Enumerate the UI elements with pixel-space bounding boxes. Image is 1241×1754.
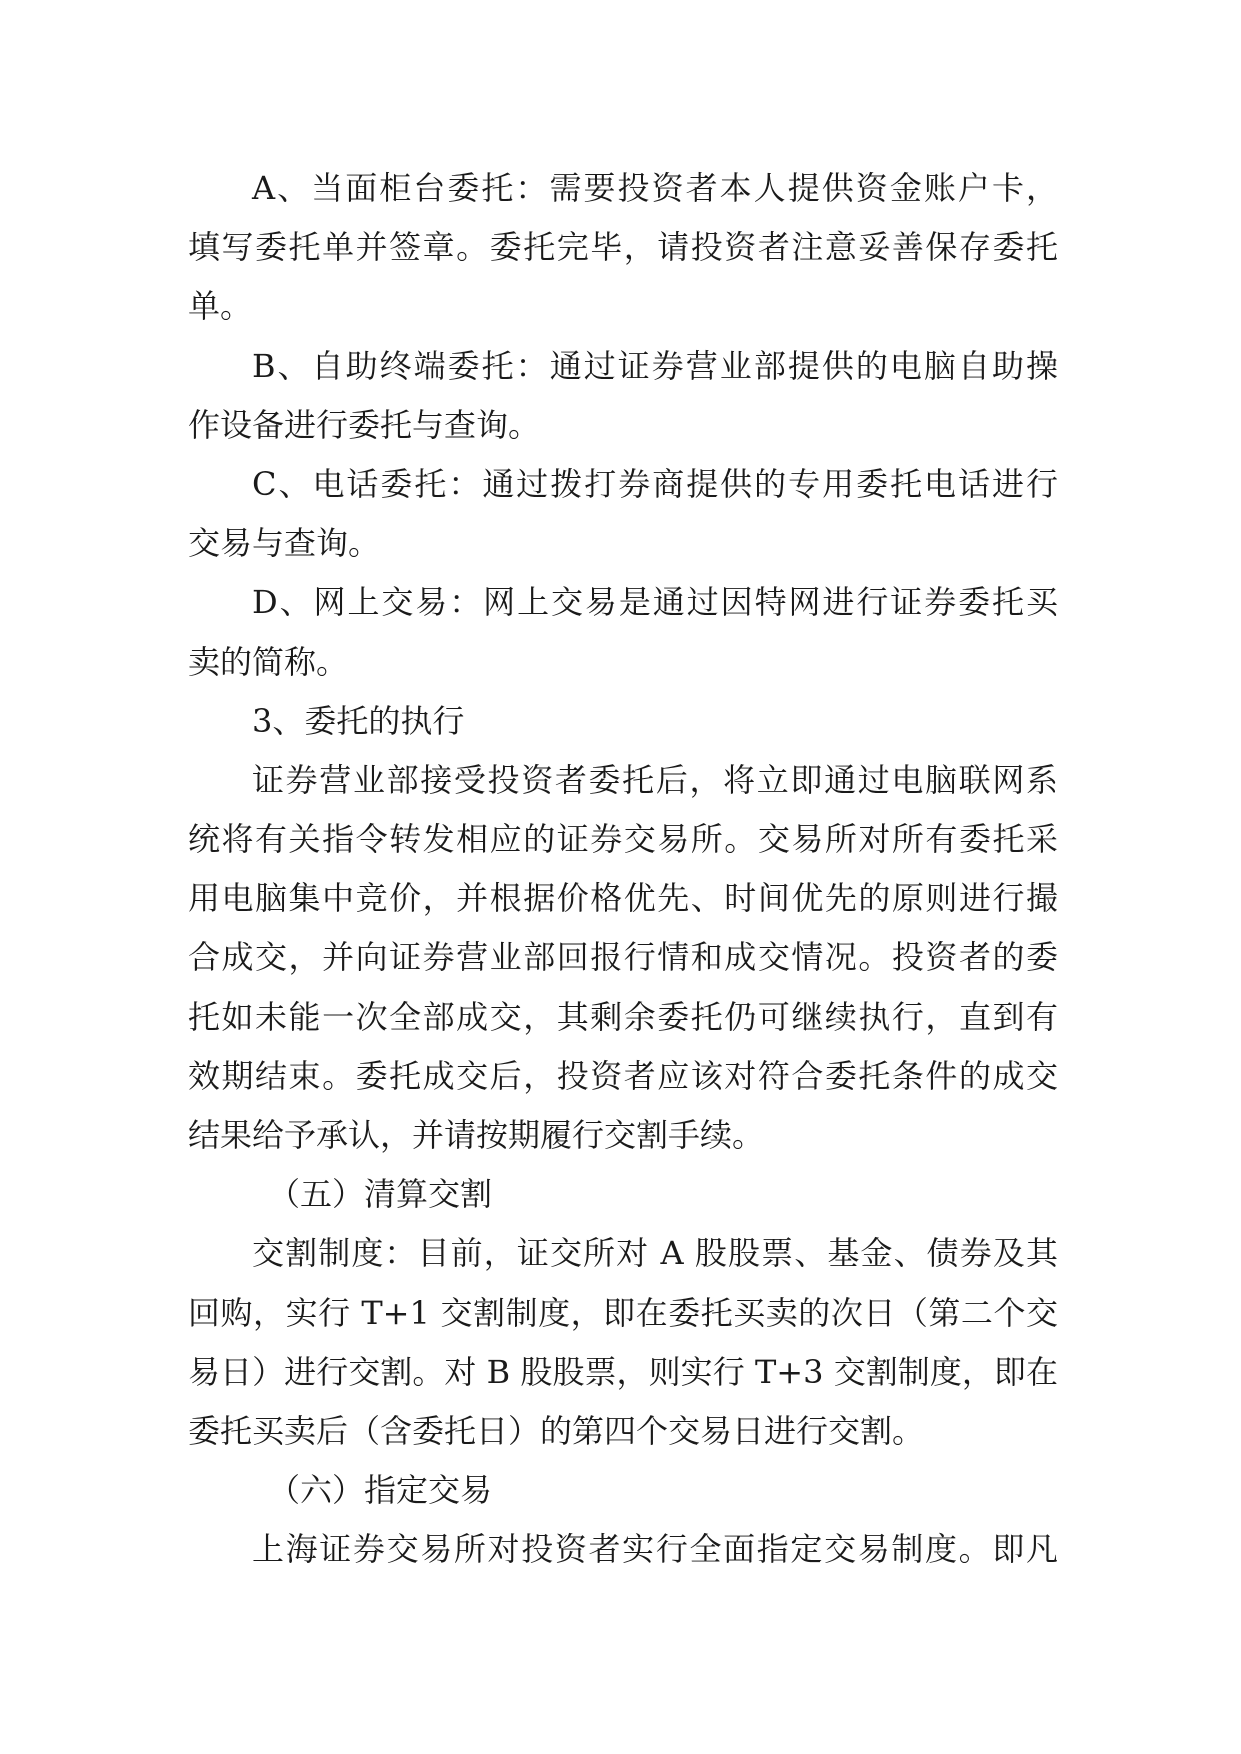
paragraph-line: 作设备进行委托与查询。 (188, 405, 541, 444)
paragraph-line: 交易与查询。 (188, 524, 381, 563)
paragraph-line: 委托买卖后（含委托日）的第四个交易日进行交割。 (188, 1411, 925, 1450)
paragraph-line: 单。 (188, 287, 253, 326)
section-heading: （六）指定交易 (268, 1471, 493, 1510)
paragraph-line: 用电脑集中竞价，并根据价格优先、时间优先的原则进行撮 (188, 879, 1058, 918)
paragraph-line: 证券营业部接受投资者委托后，将立即通过电脑联网系 (252, 760, 1058, 799)
paragraph-line: 回购，实行 T+1 交割制度，即在委托买卖的次日（第二个交 (188, 1293, 1058, 1332)
paragraph-line: D、网上交易：网上交易是通过因特网进行证券委托买 (252, 583, 1058, 622)
paragraph-line: 易日）进行交割。对 B 股股票，则实行 T+3 交割制度，即在 (188, 1352, 1058, 1391)
paragraph-line: 合成交，并向证券营业部回报行情和成交情况。投资者的委 (188, 938, 1058, 977)
paragraph-line: 交割制度：目前，证交所对 A 股股票、基金、债券及其 (252, 1234, 1058, 1273)
paragraph-line: B、自助终端委托：通过证券营业部提供的电脑自助操 (252, 346, 1058, 385)
paragraph-line: 结果给予承认，并请按期履行交割手续。 (188, 1116, 765, 1154)
paragraph-line: 填写委托单并签章。委托完毕，请投资者注意妥善保存委托 (188, 228, 1058, 267)
paragraph-line: 效期结束。委托成交后，投资者应该对符合委托条件的成交 (188, 1056, 1058, 1095)
paragraph-line: 上海证券交易所对投资者实行全面指定交易制度。即凡 (252, 1530, 1058, 1569)
document-body (188, 159, 1058, 1580)
section-heading: 3、委托的执行 (252, 701, 465, 740)
section-heading: （五）清算交割 (268, 1175, 493, 1214)
paragraph-line: 卖的简称。 (188, 642, 349, 681)
paragraph-line: 统将有关指令转发相应的证券交易所。交易所对所有委托采 (188, 820, 1058, 859)
paragraph-line: 托如未能一次全部成交，其剩余委托仍可继续执行，直到有 (188, 997, 1058, 1036)
paragraph-line: A、当面柜台委托：需要投资者本人提供资金账户卡， (252, 169, 1058, 207)
paragraph-line: C、电话委托：通过拨打券商提供的专用委托电话进行 (252, 464, 1058, 503)
